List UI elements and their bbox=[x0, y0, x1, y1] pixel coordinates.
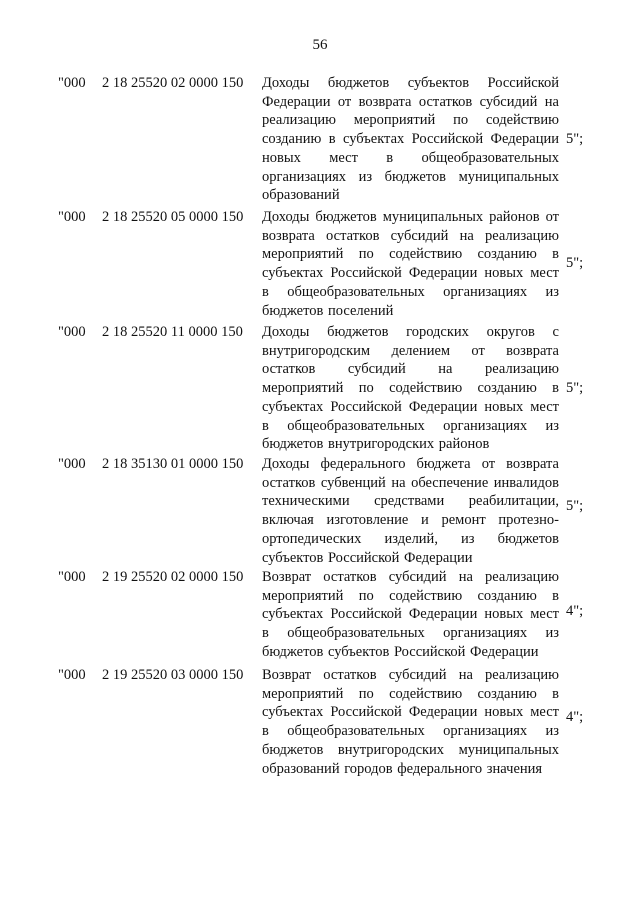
code-prefix: "000 bbox=[58, 667, 86, 683]
code-prefix: "000 bbox=[58, 324, 86, 340]
income-description: Доходы бюджетов субъектов Российской Федерации от возврата остатков субсидий на реализацию мероприятий по содействию созданию в субъектах Российской Федерации новых мест в общеобразовательных организациях из бюджетов муниципальных образований bbox=[262, 75, 559, 204]
code-suffix: 5"; bbox=[566, 255, 584, 271]
code-suffix: 5"; bbox=[566, 498, 584, 514]
budget-classification-code: 2 18 25520 02 0000 150 bbox=[102, 75, 244, 91]
code-prefix: "000 bbox=[58, 75, 86, 91]
code-suffix: 5"; bbox=[566, 131, 584, 147]
income-description: Доходы бюджетов городских округов с внутригородским делением от возврата остатков субсидий на реализацию мероприятий по содействию созданию в субъектах Российской Федерации новых мест в общеобразовательных организациях из бюджетов внутригородских районов bbox=[262, 324, 559, 453]
budget-classification-code: 2 18 35130 01 0000 150 bbox=[102, 456, 244, 472]
budget-classification-code: 2 18 25520 05 0000 150 bbox=[102, 209, 244, 225]
budget-classification-code: 2 19 25520 03 0000 150 bbox=[102, 667, 244, 683]
code-prefix: "000 bbox=[58, 456, 86, 472]
page-number: 56 bbox=[312, 37, 328, 53]
code-prefix: "000 bbox=[58, 569, 86, 585]
income-description: Доходы бюджетов муниципальных районов от возврата остатков субсидий на реализацию мероприятий по содействию созданию в субъектах Российской Федерации новых мест в общеобразовательных организациях из бюджетов поселений bbox=[262, 209, 559, 319]
income-description: Возврат остатков субсидий на реализацию мероприятий по содействию созданию в субъектах Российской Федерации новых мест в общеобразовательных организациях из бюджетов внутригородских муниципальных образований городов федерального значения bbox=[262, 667, 559, 777]
code-suffix: 4"; bbox=[566, 709, 584, 725]
code-suffix: 4"; bbox=[566, 603, 584, 619]
code-suffix: 5"; bbox=[566, 380, 584, 396]
income-description: Возврат остатков субсидий на реализацию мероприятий по содействию созданию в субъектах Российской Федерации новых мест в общеобразовательных организациях из бюджетов субъектов Российской Федерации bbox=[262, 569, 559, 660]
income-description: Доходы федерального бюджета от возврата остатков субвенций на обеспечение инвалидов техническими средствами реабилитации, включая изготовление и ремонт протезно-ортопедических изделий, из бюджетов субъектов Российской Федерации bbox=[262, 456, 559, 566]
budget-classification-code: 2 18 25520 11 0000 150 bbox=[102, 324, 243, 340]
code-prefix: "000 bbox=[58, 209, 86, 225]
budget-classification-code: 2 19 25520 02 0000 150 bbox=[102, 569, 244, 585]
